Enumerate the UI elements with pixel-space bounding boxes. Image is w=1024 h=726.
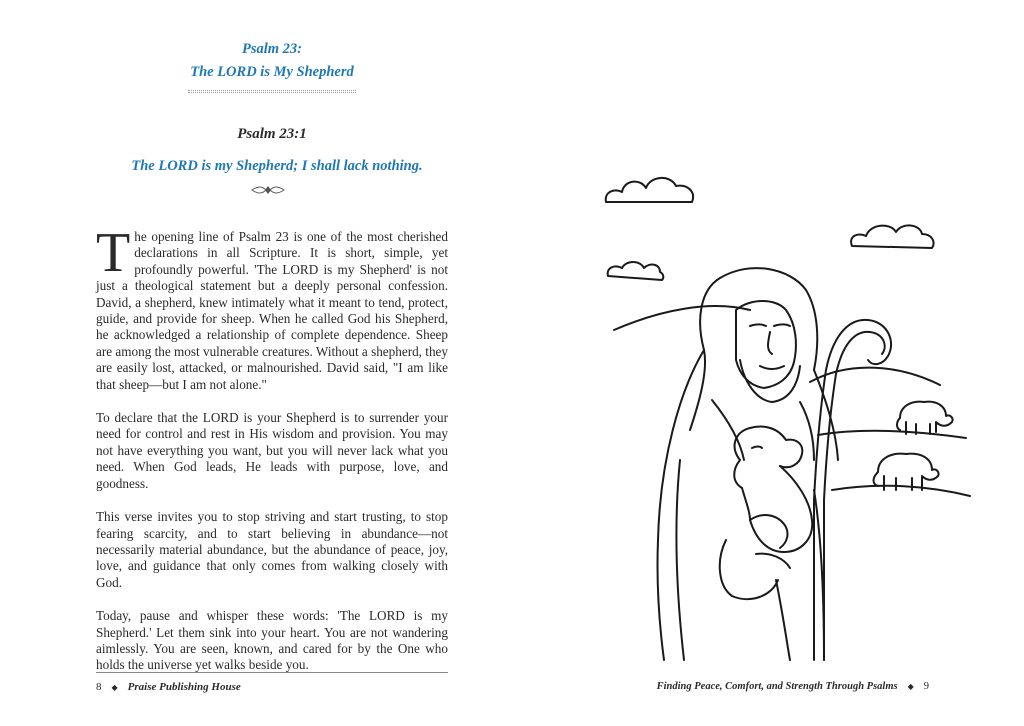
verse-text: The LORD is my Shepherd; I shall lack nothing. (131, 158, 423, 174)
paragraph-3: This verse invites you to stop striving and start trusting, to stop fearing scarcity, and to start believing in abundance—not necessarily material abundance, but the abundance of peace, joy, love, and guidance that only comes from walking closely with God. (96, 509, 448, 590)
shepherd-with-lamb-illustration-icon (600, 160, 980, 665)
right-page (512, 0, 1024, 726)
title-divider (188, 90, 356, 93)
ornament-icon (250, 184, 286, 196)
page-number-right: 9 (923, 681, 929, 692)
drop-cap: T (96, 222, 131, 284)
page-number-left: 8 (96, 681, 102, 693)
footer-left (96, 681, 241, 693)
verse-reference: Psalm 23:1 (237, 126, 307, 142)
diamond-icon: ◆ (111, 682, 118, 692)
paragraph-1 (96, 222, 448, 393)
footer-right (657, 681, 929, 692)
book-title: Finding Peace, Comfort, and Strength Through Psalms (656, 681, 898, 692)
paragraph-4: Today, pause and whisper these words: 'The LORD is my Shepherd.' Let them sink into your heart. You are not wandering aimlessly. You are seen, known, and cared for by the One who holds the universe yet walks beside you. (96, 608, 448, 673)
paragraph-2: To declare that the LORD is your Shepherd is to surrender your need for control and rest in His wisdom and provision. You may not have everything you want, but you will never lack what you need. When God leads, He leads with purpose, love, and goodness. (96, 410, 448, 491)
publisher-name: Praise Publishing House (127, 681, 241, 693)
paragraph-1-text: he opening line of Psalm 23 is one of the most cherished declarations in all Scripture. It is short, simple, yet profoundly powerful. 'The LORD is my Shepherd' is not just a theological statement but a deeply personal confession. David, a shepherd, knew intimately what it meant to tend, protect, guide, and provide for sheep. When he called God his Shepherd, he acknowledged a relationship of complete dependence. Sheep are among the most vulnerable creatures. Without a shepherd, they are easily lost, attacked, or malnourished. David said, "I am like that sheep—but I am not alone." (96, 229, 448, 392)
chapter-title-line1: Psalm 23: (241, 41, 302, 57)
devotional-body (96, 222, 448, 691)
footer-divider-left (96, 672, 448, 673)
diamond-icon: ◆ (907, 682, 914, 691)
chapter-title-line2: The LORD is My Shepherd (190, 64, 354, 80)
chapter-title (0, 38, 544, 93)
